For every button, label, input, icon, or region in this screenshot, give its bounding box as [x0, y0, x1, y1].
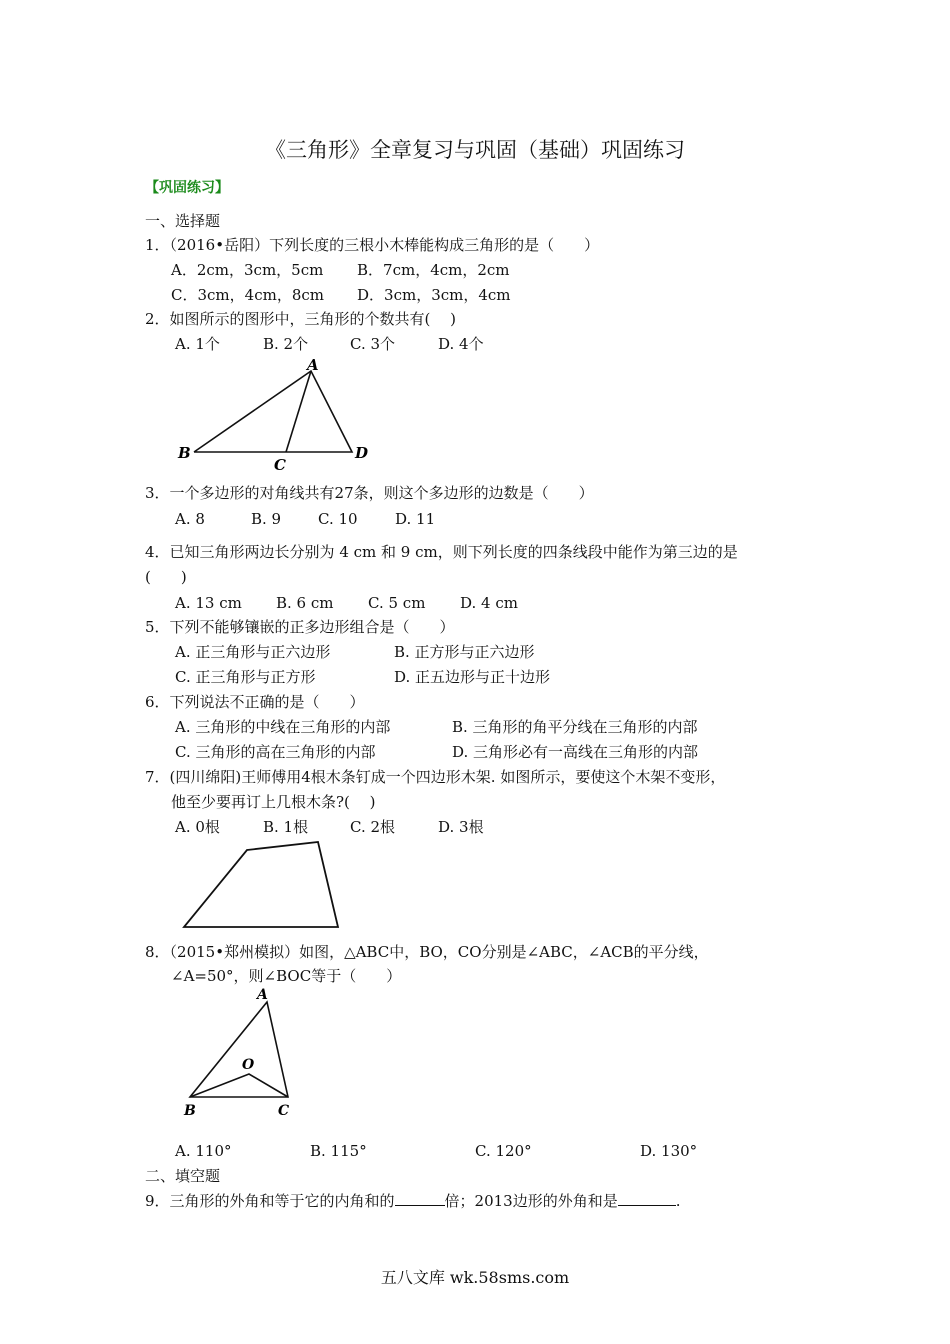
- q1-stem: 1．（2016•岳阳）下列长度的三根小木棒能构成三角形的是（ ）: [145, 236, 600, 254]
- q9-blank-2[interactable]: [618, 1191, 676, 1206]
- q6-option-a: A. 三角形的中线在三角形的内部: [175, 718, 391, 736]
- q7-quadrilateral: [184, 842, 338, 927]
- q9-blank-1[interactable]: [395, 1191, 445, 1206]
- q7-stem-line1: 7．(四川绵阳)王师傅用4根木条钉成一个四边形木架. 如图所示，要使这个木架不变形，: [145, 768, 726, 786]
- q3-option-b: B. 9: [251, 510, 282, 528]
- q8-label-a: A: [257, 987, 268, 1003]
- q4-stem: 4．已知三角形两边长分别为 4 cm 和 9 cm，则下列长度的四条线段中能作为第三边的是: [145, 543, 738, 561]
- q5-option-d: D. 正五边形与正十边形: [394, 668, 551, 686]
- q1-option-b: B．7cm，4cm，2cm: [357, 261, 510, 279]
- q8-stem-line1: 8．（2015•郑州模拟）如图，△ABC中，BO，CO分别是∠ABC，∠ACB的平分线，: [145, 943, 709, 961]
- q1-option-d: D．3cm，3cm，4cm: [357, 286, 511, 304]
- q7-stem-line2: 他至少要再订上几根木条?( ): [171, 793, 376, 811]
- q9-stem: [145, 1191, 681, 1211]
- q8-triangle-abc: [190, 1002, 288, 1097]
- q8-triangle-figure: [180, 984, 305, 1122]
- q3-stem: 3．一个多边形的对角线共有27条，则这个多边形的边数是（ ）: [145, 484, 594, 502]
- q8-bisector-lines: [190, 1074, 288, 1097]
- q5-option-b: B. 正方形与正六边形: [394, 643, 535, 661]
- q1-option-c: C．3cm，4cm，8cm: [171, 286, 324, 304]
- q2-label-d: D: [355, 444, 369, 462]
- q3-option-d: D. 11: [395, 510, 436, 528]
- q4-paren: ( ): [145, 568, 187, 586]
- q2-option-c: C. 3个: [350, 335, 396, 353]
- q6-stem: 6．下列说法不正确的是（ ）: [145, 693, 365, 711]
- q8-option-a: A. 110°: [175, 1142, 232, 1160]
- q5-option-a: A. 正三角形与正六边形: [175, 643, 331, 661]
- q3-option-a: A. 8: [175, 510, 205, 528]
- q4-option-b: B. 6 cm: [276, 594, 334, 612]
- q2-label-c: C: [274, 456, 286, 474]
- q9-text-1: 9．三角形的外角和等于它的内角和的: [145, 1192, 395, 1210]
- q2-segment-ac: [286, 371, 311, 452]
- q3-option-c: C. 10: [318, 510, 358, 528]
- part1-heading: 一、选择题: [145, 212, 221, 230]
- q7-option-a: A. 0根: [175, 818, 220, 836]
- q5-option-c: C. 正三角形与正方形: [175, 668, 316, 686]
- q8-label-o: O: [242, 1057, 255, 1073]
- q8-stem-line2: ∠A=50°，则∠BOC等于（ ）: [171, 967, 402, 985]
- q4-option-c: C. 5 cm: [368, 594, 426, 612]
- q2-option-d: D. 4个: [438, 335, 484, 353]
- q8-option-d: D. 130°: [640, 1142, 698, 1160]
- q2-outer-triangle: [194, 371, 352, 452]
- q7-option-d: D. 3根: [438, 818, 484, 836]
- q2-label-a: A: [307, 356, 319, 374]
- q9-text-2: 倍；2013边形的外角和是: [444, 1192, 618, 1210]
- q2-triangle-figure: [170, 355, 380, 475]
- part2-heading: 二、填空题: [145, 1167, 221, 1185]
- q7-quadrilateral-figure: [175, 835, 350, 935]
- q6-option-d: D. 三角形必有一高线在三角形的内部: [452, 743, 699, 761]
- q4-option-d: D. 4 cm: [460, 594, 518, 612]
- q2-option-a: A. 1个: [175, 335, 220, 353]
- q9-text-3: .: [675, 1192, 681, 1210]
- q8-label-c: C: [278, 1103, 290, 1119]
- q2-option-b: B. 2个: [263, 335, 309, 353]
- page-title: 《三角形》全章复习与巩固（基础）巩固练习: [265, 138, 685, 162]
- q6-option-b: B. 三角形的角平分线在三角形的内部: [452, 718, 698, 736]
- q5-stem: 5．下列不能够镶嵌的正多边形组合是（ ）: [145, 618, 455, 636]
- q7-option-b: B. 1根: [263, 818, 309, 836]
- q2-stem: 2．如图所示的图形中，三角形的个数共有( ): [145, 310, 457, 328]
- footer-watermark: 五八文库 wk.58sms.com: [380, 1268, 570, 1287]
- q8-option-c: C. 120°: [475, 1142, 532, 1160]
- q2-label-b: B: [178, 444, 191, 462]
- q8-option-b: B. 115°: [310, 1142, 367, 1160]
- q6-option-c: C. 三角形的高在三角形的内部: [175, 743, 376, 761]
- q8-label-b: B: [184, 1103, 196, 1119]
- section-tag: 【巩固练习】: [145, 180, 229, 196]
- q4-option-a: A. 13 cm: [175, 594, 242, 612]
- q7-option-c: C. 2根: [350, 818, 396, 836]
- q1-option-a: A．2cm，3cm，5cm: [171, 261, 324, 279]
